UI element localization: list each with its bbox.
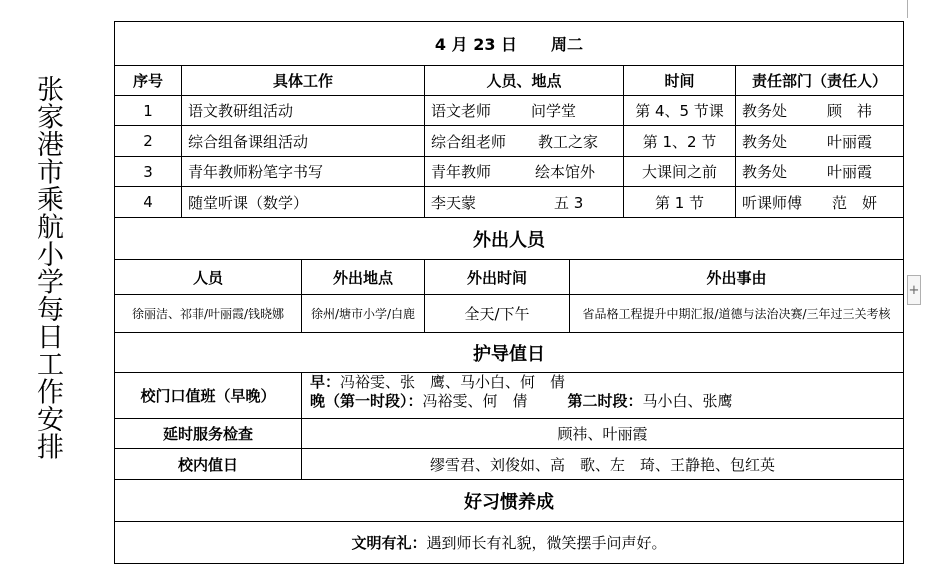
row-people-place xyxy=(425,157,624,186)
table-row xyxy=(115,126,903,157)
delay-service-value: 顾祎、叶丽霞 xyxy=(557,425,648,443)
row-place: 五 3 xyxy=(554,193,584,212)
date-header-row xyxy=(115,22,903,66)
campus-duty-label: 校内值日 xyxy=(115,449,302,479)
outing-title-row xyxy=(115,218,903,260)
row-dept-name: 教务处 xyxy=(742,132,788,151)
work-table-header xyxy=(115,66,903,96)
gate-duty-row xyxy=(115,373,903,419)
evening-value: 冯裕雯、何 倩 xyxy=(422,392,528,410)
outing-col-time: 外出时间 xyxy=(425,260,570,294)
second-period-label: 第二时段： xyxy=(567,392,643,410)
table-row xyxy=(115,96,903,126)
col-header-time: 时间 xyxy=(624,66,736,95)
row-no: 4 xyxy=(115,187,182,217)
duty-title-row xyxy=(115,333,903,373)
habit-title: 好习惯养成 xyxy=(464,491,554,513)
row-people: 李天蒙 xyxy=(431,193,477,212)
expand-control[interactable] xyxy=(907,275,921,305)
ruler-marker xyxy=(907,0,908,18)
outing-people: 徐丽洁、祁菲/叶丽霞/钱晓娜 xyxy=(115,295,302,332)
row-no: 1 xyxy=(115,96,182,125)
outing-col-people: 人员 xyxy=(115,260,302,294)
row-no: 2 xyxy=(115,126,182,156)
evening-line xyxy=(310,392,903,411)
morning-line xyxy=(310,373,903,392)
row-person: 叶丽霞 xyxy=(827,163,873,181)
date-header xyxy=(115,22,903,65)
outing-title: 外出人员 xyxy=(473,229,545,251)
row-time: 第 1 节 xyxy=(624,187,736,217)
row-person: 顾 祎 xyxy=(827,102,873,120)
habit-content xyxy=(115,522,903,563)
row-place: 教工之家 xyxy=(538,132,599,151)
row-person: 范 妍 xyxy=(832,193,878,212)
gate-duty-label: 校门口值班（早晚） xyxy=(115,373,302,418)
campus-duty-row xyxy=(115,449,903,480)
row-people: 青年教师 xyxy=(431,163,492,181)
row-dept xyxy=(736,187,903,217)
campus-duty-value: 缪雪君、刘俊如、高 歌、左 琦、王静艳、包红英 xyxy=(429,455,775,474)
col-header-people: 人员、地点 xyxy=(425,66,624,95)
habit-label: 文明有礼： xyxy=(351,534,427,552)
outing-place: 徐州/塘市小学/白鹿 xyxy=(302,295,425,332)
outing-col-reason: 外出事由 xyxy=(706,268,767,287)
delay-service-row xyxy=(115,419,903,449)
date-text: 4 月 23 日 xyxy=(434,35,518,54)
row-time: 第 1、2 节 xyxy=(624,126,736,156)
row-dept-name: 教务处 xyxy=(742,102,788,120)
outing-time: 全天/下午 xyxy=(425,295,570,332)
evening-label: 晚（第一时段）： xyxy=(310,392,423,410)
delay-service-label: 延时服务检查 xyxy=(115,419,302,448)
second-period-value: 马小白、张鹰 xyxy=(642,392,733,410)
row-people: 语文老师 xyxy=(431,102,492,120)
outing-reason: 省品格工程提升中期汇报/道德与法治决赛/三年过三关考核 xyxy=(582,307,891,321)
morning-label: 早： xyxy=(310,373,341,391)
gate-duty-schedule xyxy=(302,373,903,418)
row-task: 随堂听课（数学） xyxy=(182,187,425,217)
row-people-place xyxy=(425,187,624,217)
row-task: 语文教研组活动 xyxy=(182,96,425,125)
row-dept-name: 教务处 xyxy=(742,163,788,181)
habit-title-row xyxy=(115,480,903,522)
schedule-sheet xyxy=(114,21,904,564)
row-place: 问学堂 xyxy=(531,102,577,120)
weekday-text: 周二 xyxy=(551,35,584,54)
table-row xyxy=(115,187,903,218)
row-place: 绘本馆外 xyxy=(535,163,596,181)
col-header-dept: 责任部门（责任人） xyxy=(751,72,887,90)
table-row xyxy=(115,157,903,187)
row-time: 大课间之前 xyxy=(624,157,736,186)
row-people-place xyxy=(425,96,624,125)
duty-title: 护导值日 xyxy=(473,343,545,365)
col-header-no: 序号 xyxy=(115,66,182,95)
row-dept xyxy=(736,126,903,156)
row-dept xyxy=(736,96,903,125)
plus-icon: + xyxy=(908,282,920,298)
row-person: 叶丽霞 xyxy=(827,132,873,151)
outing-col-place: 外出地点 xyxy=(302,260,425,294)
habit-text: 遇到师长有礼貌，微笑摆手问声好。 xyxy=(426,534,667,552)
row-dept xyxy=(736,157,903,186)
outing-header-row xyxy=(115,260,903,295)
col-header-task: 具体工作 xyxy=(182,66,425,95)
habit-content-row xyxy=(115,522,903,563)
row-people-place xyxy=(425,126,624,156)
row-time: 第 4、5 节课 xyxy=(624,96,736,125)
row-task: 青年教师粉笔字书写 xyxy=(182,157,425,186)
row-no: 3 xyxy=(115,157,182,186)
morning-value: 冯裕雯、张 鹰、马小白、何 倩 xyxy=(340,373,566,391)
row-people: 综合组老师 xyxy=(431,132,507,151)
row-task: 综合组备课组活动 xyxy=(182,126,425,156)
row-dept-name: 听课师傅 xyxy=(742,193,803,212)
outing-row xyxy=(115,295,903,333)
side-title: 张家港市乘航小学每日工作安排 xyxy=(32,75,63,460)
